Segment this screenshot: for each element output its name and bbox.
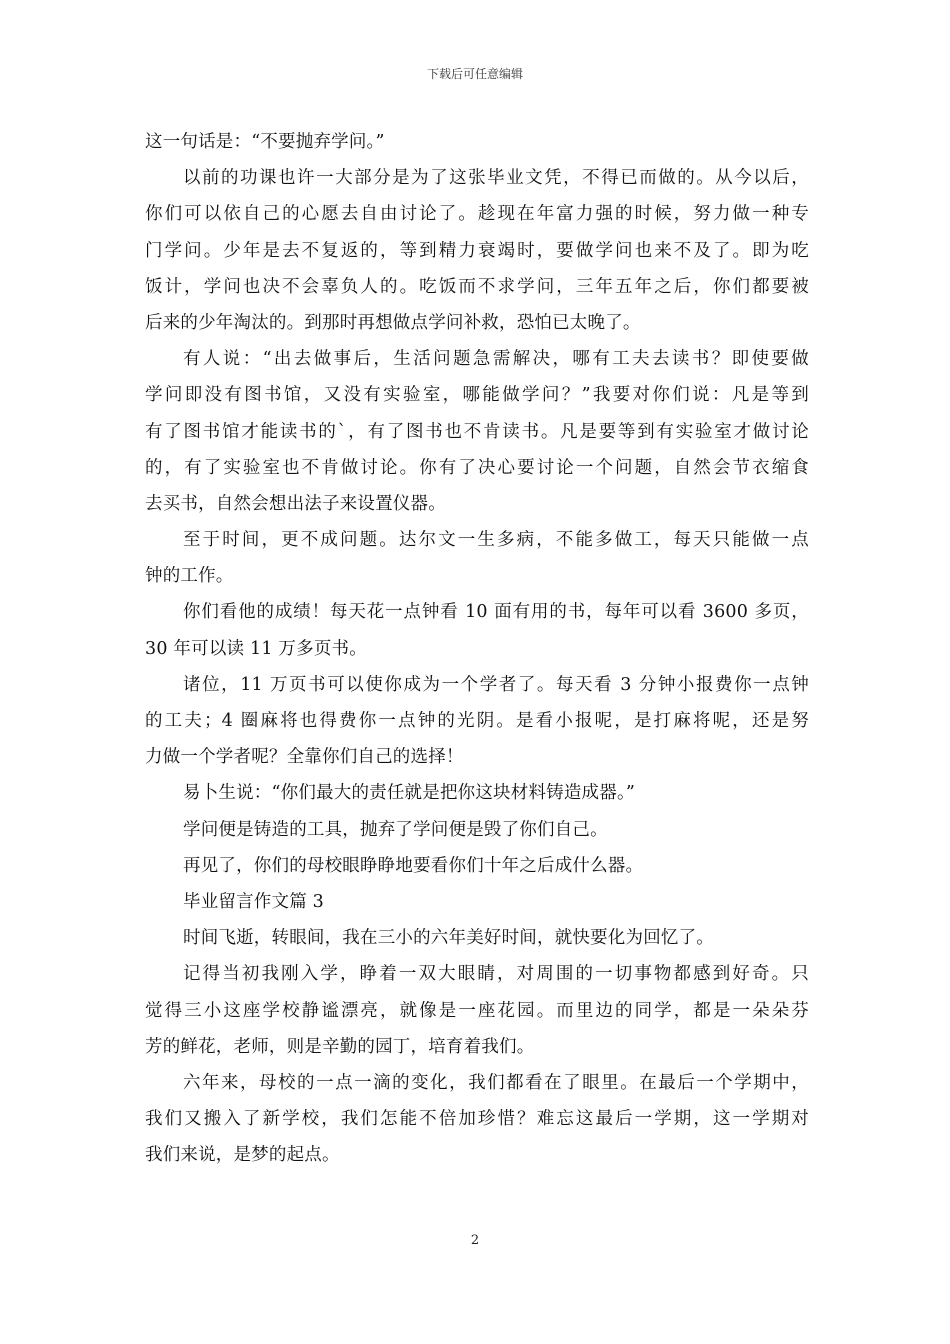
text-line: 觉得三小这座学校静谧漂亮，就像是一座花园。而里边的同学，都是一朵朵芬 — [145, 1000, 809, 1021]
text-line: 你们可以依自己的心愿去自由讨论了。趁现在年富力强的时候，努力做一种专 — [145, 204, 809, 225]
text-line: 至于时间，更不成问题。达尔文一生多病，不能多做工，每天只能做一点 — [183, 530, 809, 551]
text-line: 的工夫；4 圈麻将也得费你一点钟的光阴。是看小报呢，是打麻将呢，还是努 — [145, 711, 809, 731]
text-line: 以前的功课也许一大部分是为了这张毕业文凭，不得已而做的。从今以后， — [183, 168, 809, 189]
page-number: 2 — [470, 1233, 480, 1248]
text-line: 的，有了实验室也不肯做讨论。你有了决心要讨论一个问题，自然会节衣缩食 — [145, 457, 809, 478]
text-line: 学问便是铸造的工具，抛弃了学问便是毁了你们自己。 — [183, 819, 608, 840]
text-line: 30 年可以读 11 万多页书。 — [145, 638, 367, 659]
text-line: 你们看他的成绩！每天花一点钟看 10 面有用的书，每年可以看 3600 多页， — [183, 602, 809, 623]
text-line: 六年来，母校的一点一滴的变化，我们都看在了眼里。在最后一个学期中， — [183, 1072, 809, 1093]
text-line: 我们来说，是梦的起点。 — [145, 1145, 340, 1166]
text-line: 有了图书馆才能读书的`，有了图书也不肯读书。凡是要等到有实验室才做讨论 — [145, 421, 809, 442]
page-header: 下载后可任意编辑 — [426, 67, 523, 81]
text-line: 门学问。少年是去不复返的，等到精力衰竭时，要做学问也来不及了。即为吃 — [145, 240, 809, 261]
text-line: 后来的少年淘汰的。到那时再想做点学问补救，恐怕已太晚了。 — [145, 312, 641, 333]
text-line: 记得当初我刚入学，睁着一双大眼睛，对周围的一切事物都感到好奇。只 — [183, 964, 809, 985]
text-line: 学问即没有图书馆，又没有实验室，哪能做学问？”我要对你们说：凡是等到 — [145, 385, 809, 406]
text-line: 这一句话是：“不要抛弃学问。” — [145, 132, 385, 152]
text-line: 易卜生说：“你们最大的责任就是把你这块材料铸造成器。” — [183, 783, 636, 804]
text-line: 我们又搬入了新学校，我们怎能不倍加珍惜？难忘这最后一学期，这一学期对 — [145, 1109, 809, 1130]
text-line: 时间飞逝，转眼间，我在三小的六年美好时间，就快要化为回忆了。 — [183, 928, 714, 949]
text-line: 有人说：“出去做事后，生活问题急需解决，哪有工夫去读书？即使要做 — [183, 349, 809, 370]
text-line: 芳的鲜花，老师，则是辛勤的园丁，培育着我们。 — [145, 1036, 535, 1057]
text-line: 再见了，你们的母校眼睁睁地要看你们十年之后成什么器。 — [183, 855, 644, 876]
text-line: 毕业留言作文篇 3 — [183, 891, 324, 912]
text-line: 饭计，学问也决不会辜负人的。吃饭而不求学问，三年五年之后，你们都要被 — [145, 276, 809, 297]
article-body — [145, 124, 809, 1173]
text-line: 力做一个学者呢？全靠你们自己的选择！ — [145, 747, 464, 768]
text-line: 诸位，11 万页书可以使你成为一个学者了。每天看 3 分钟小报费你一点钟 — [183, 674, 809, 695]
text-line: 去买书，自然会想出法子来设置仪器。 — [145, 493, 446, 514]
text-line: 钟的工作。 — [145, 566, 234, 587]
